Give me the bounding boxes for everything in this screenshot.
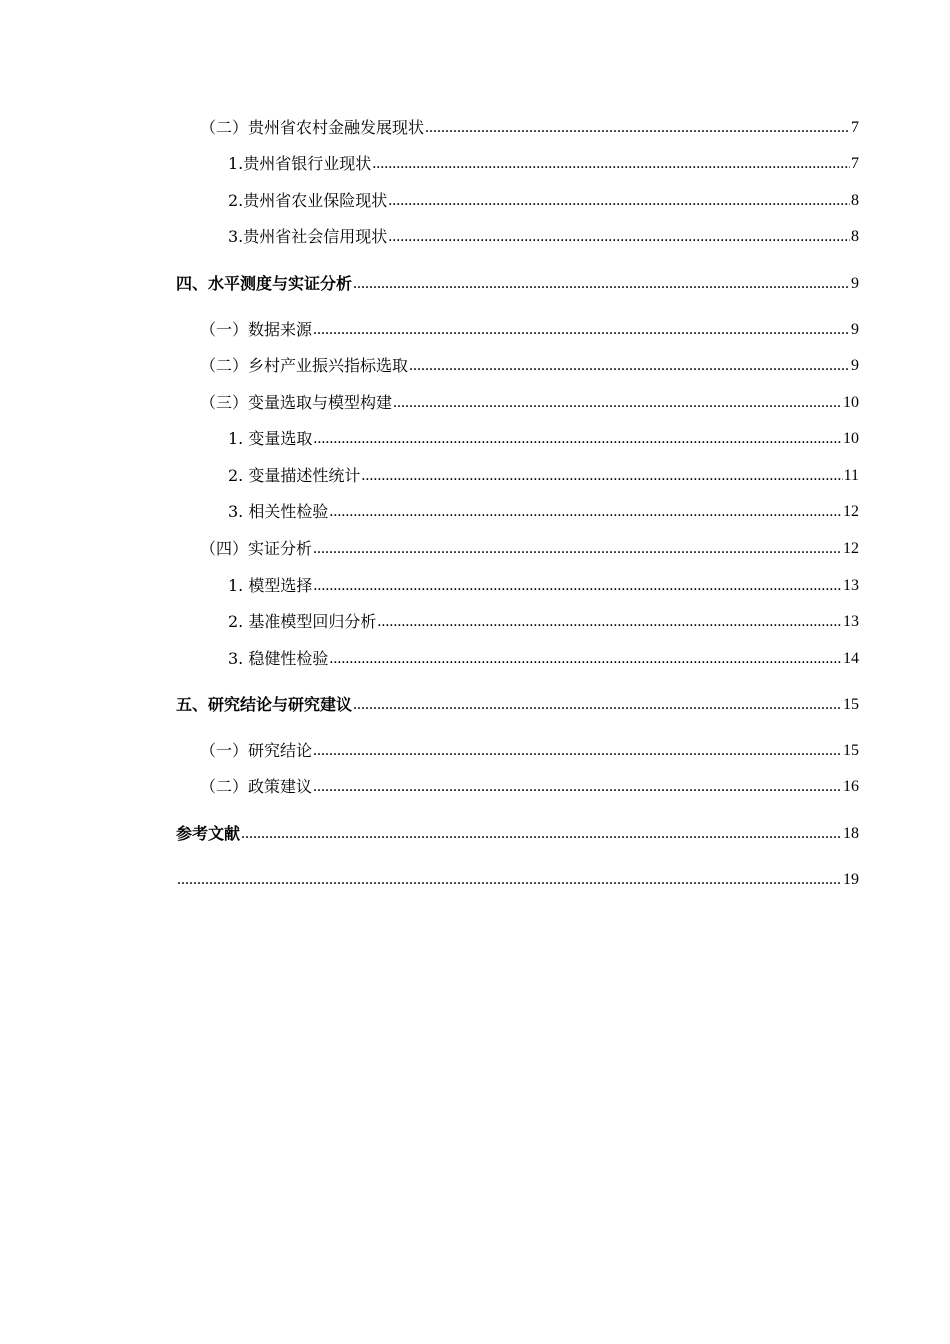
toc-entry-title: （一）数据来源: [200, 320, 313, 339]
toc-entry-title: 1.贵州省银行业现状: [228, 154, 372, 173]
toc-entry[interactable]: [0, 649, 859, 669]
toc-dot-leader: [313, 539, 842, 559]
toc-page-number: 13: [843, 613, 859, 630]
toc-dot-leader: [329, 649, 842, 669]
toc-page-number: 12: [843, 503, 859, 520]
toc-page-number: 15: [843, 742, 859, 759]
toc-entry-title: 3.贵州省社会信用现状: [228, 227, 388, 246]
toc-page-number: 8: [851, 228, 859, 245]
toc-entry-title: （三）变量选取与模型构建: [200, 393, 393, 412]
toc-dot-leader: [361, 466, 842, 486]
toc-entry-title: （二）乡村产业振兴指标选取: [200, 356, 409, 375]
toc-entry-title: （二）政策建议: [200, 777, 313, 796]
toc-page-number: 8: [851, 192, 859, 209]
toc-entry[interactable]: [0, 741, 859, 761]
toc-entry[interactable]: [0, 356, 859, 376]
toc-chapter-entry[interactable]: [0, 824, 859, 844]
toc-dot-leader: [313, 576, 842, 596]
toc-chapter-title: 四、水平测度与实证分析: [176, 274, 353, 293]
toc-page-number: 14: [843, 650, 859, 667]
toc-page-number: 19: [843, 871, 859, 888]
toc-entry[interactable]: [0, 429, 859, 449]
toc-entry-title: 3. 相关性检验: [228, 502, 329, 521]
toc-page-number: 9: [851, 275, 859, 292]
toc-page-number: 11: [843, 467, 859, 484]
toc-chapter-entry[interactable]: [0, 274, 859, 294]
toc-page-number: 9: [851, 357, 859, 374]
toc-dot-leader: [313, 320, 850, 340]
toc-entry[interactable]: [0, 154, 859, 174]
toc-dot-leader: [425, 118, 850, 138]
toc-entry-title: 1. 变量选取: [228, 429, 313, 448]
toc-dot-leader: [177, 870, 842, 890]
toc-entry[interactable]: [0, 502, 859, 522]
toc-dot-leader: [409, 356, 850, 376]
toc-chapter-title: 五、研究结论与研究建议: [176, 695, 353, 714]
toc-entry[interactable]: [0, 227, 859, 247]
toc-entry-title: 2.贵州省农业保险现状: [228, 191, 388, 210]
toc-page-number: 7: [851, 155, 859, 172]
toc-page-number: 10: [843, 394, 859, 411]
toc-entry-title: 2. 基准模型回归分析: [228, 612, 377, 631]
toc-entry[interactable]: [0, 393, 859, 413]
toc-page-number: 9: [851, 321, 859, 338]
toc-dot-leader: [313, 741, 842, 761]
toc-entry[interactable]: [0, 777, 859, 797]
toc-entry[interactable]: [0, 320, 859, 340]
toc-page-number: 7: [851, 119, 859, 136]
toc-dot-leader: [393, 393, 842, 413]
toc-dot-leader: [388, 227, 850, 247]
toc-chapter-entry[interactable]: [0, 695, 859, 715]
toc-dot-leader: [372, 154, 850, 174]
toc-dot-leader: [377, 612, 842, 632]
toc-chapter-entry[interactable]: [0, 870, 859, 890]
toc-dot-leader: [353, 274, 850, 294]
toc-page-number: 18: [843, 825, 859, 842]
toc-entry[interactable]: [0, 576, 859, 596]
toc-entry[interactable]: [0, 191, 859, 211]
toc-page-number: 13: [843, 577, 859, 594]
toc-dot-leader: [388, 191, 850, 211]
toc-dot-leader: [241, 824, 842, 844]
toc-entry[interactable]: [0, 612, 859, 632]
toc-entry-title: 3. 稳健性检验: [228, 649, 329, 668]
toc-entry-title: 2. 变量描述性统计: [228, 466, 361, 485]
toc-entry-title: 1. 模型选择: [228, 576, 313, 595]
toc-entry-title: （四）实证分析: [200, 539, 313, 558]
toc-page-number: 12: [843, 540, 859, 557]
toc-dot-leader: [329, 502, 842, 522]
toc-page-number: 15: [843, 696, 859, 713]
toc-entry-title: （二）贵州省农村金融发展现状: [200, 118, 425, 137]
toc-entry-title: （一）研究结论: [200, 741, 313, 760]
toc-dot-leader: [313, 777, 842, 797]
toc-page-number: 16: [843, 778, 859, 795]
toc-entry[interactable]: [0, 118, 859, 138]
toc-dot-leader: [353, 695, 842, 715]
toc-entry[interactable]: [0, 539, 859, 559]
toc-page-number: 10: [843, 430, 859, 447]
toc-chapter-title: 参考文献: [176, 824, 241, 843]
toc-entry[interactable]: [0, 466, 859, 486]
toc-dot-leader: [313, 429, 842, 449]
